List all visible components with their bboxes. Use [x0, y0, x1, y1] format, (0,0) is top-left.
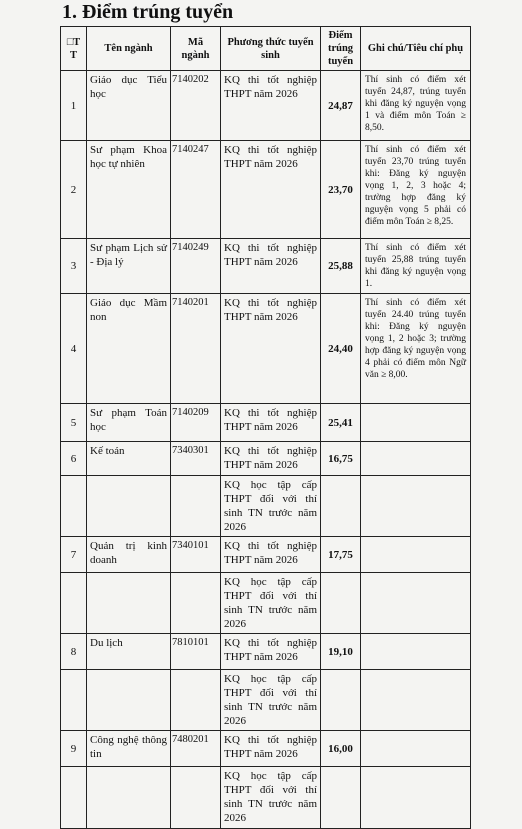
row-method: KQ thi tốt nghiệp THPT năm 2026 [221, 731, 321, 767]
row-major-code: 7480201 [171, 731, 221, 767]
row-method: KQ học tập cấp THPT đối với thí sinh TN trước năm 2026 [221, 573, 321, 634]
row-note [361, 537, 471, 573]
table-row [61, 442, 471, 476]
row-method: KQ thi tốt nghiệp THPT năm 2026 [221, 634, 321, 670]
row-method: KQ thi tốt nghiệp THPT năm 2026 [221, 294, 321, 404]
row-major-code: 7140201 [171, 294, 221, 404]
table-row [61, 573, 471, 634]
row-stt [61, 767, 87, 829]
row-stt: 6 [61, 442, 87, 476]
row-method: KQ học tập cấp THPT đối với thí sinh TN trước năm 2026 [221, 670, 321, 731]
row-major-name: Kế toán [87, 442, 171, 476]
row-major-name: Sư phạm Toán học [87, 404, 171, 442]
row-score [321, 573, 361, 634]
row-stt: 7 [61, 537, 87, 573]
row-major-name [87, 476, 171, 537]
row-stt: 2 [61, 141, 87, 239]
header-name: Tên ngành [87, 27, 171, 71]
row-major-name: Sư phạm Khoa học tự nhiên [87, 141, 171, 239]
table-header-row [61, 27, 471, 71]
row-major-code: 7140249 [171, 239, 221, 294]
row-stt [61, 476, 87, 537]
row-major-code: 7140202 [171, 71, 221, 141]
row-note: Thí sinh có điểm xét tuyển 24,87, trúng tuyển khi đăng ký nguyện vọng 1 và điểm môn Toán ≥ 8,50. [361, 71, 471, 141]
row-major-name [87, 573, 171, 634]
row-note [361, 767, 471, 829]
row-major-name: Quản trị kinh doanh [87, 537, 171, 573]
row-note [361, 573, 471, 634]
row-score [321, 670, 361, 731]
row-major-name: Giáo dục Mầm non [87, 294, 171, 404]
table-row [61, 476, 471, 537]
row-note [361, 634, 471, 670]
header-note: Ghi chú/Tiêu chí phụ [361, 27, 471, 71]
row-score: 17,75 [321, 537, 361, 573]
row-stt: 1 [61, 71, 87, 141]
table-row [61, 71, 471, 141]
row-note [361, 404, 471, 442]
row-stt: 9 [61, 731, 87, 767]
row-note [361, 476, 471, 537]
row-score [321, 767, 361, 829]
table-row [61, 537, 471, 573]
row-method: KQ thi tốt nghiệp THPT năm 2026 [221, 404, 321, 442]
row-stt: 4 [61, 294, 87, 404]
row-major-name: Du lịch [87, 634, 171, 670]
row-method: KQ thi tốt nghiệp THPT năm 2026 [221, 537, 321, 573]
row-method: KQ thi tốt nghiệp THPT năm 2026 [221, 141, 321, 239]
header-stt: □T T [61, 27, 87, 71]
row-major-code [171, 767, 221, 829]
row-major-code: 7810101 [171, 634, 221, 670]
row-score: 25,41 [321, 404, 361, 442]
table-row [61, 767, 471, 829]
row-stt: 8 [61, 634, 87, 670]
table-row [61, 731, 471, 767]
row-note [361, 731, 471, 767]
row-score: 16,75 [321, 442, 361, 476]
header-method: Phương thức tuyển sinh [221, 27, 321, 71]
row-major-name [87, 767, 171, 829]
row-major-code [171, 573, 221, 634]
row-major-name: Sư phạm Lịch sử - Địa lý [87, 239, 171, 294]
row-score [321, 476, 361, 537]
row-method: KQ học tập cấp THPT đối với thí sinh TN trước năm 2026 [221, 476, 321, 537]
row-major-code [171, 670, 221, 731]
table-row [61, 141, 471, 239]
row-note [361, 442, 471, 476]
row-score: 24,87 [321, 71, 361, 141]
admission-score-table [60, 26, 471, 829]
row-major-code: 7140209 [171, 404, 221, 442]
row-stt [61, 573, 87, 634]
row-stt: 5 [61, 404, 87, 442]
row-score: 23,70 [321, 141, 361, 239]
table-row [61, 294, 471, 404]
section-heading: 1. Điểm trúng tuyển [62, 1, 234, 23]
row-stt [61, 670, 87, 731]
row-method: KQ thi tốt nghiệp THPT năm 2026 [221, 71, 321, 141]
row-note: Thí sinh có điểm xét tuyển 23,70 trúng tuyển khi: Đăng ký nguyện vọng 1, 2, 3 hoặc 4; trường hợp đăng ký nguyện vọng 5 phải có điểm môn Toán ≥ 8,25. [361, 141, 471, 239]
row-method: KQ thi tốt nghiệp THPT năm 2026 [221, 239, 321, 294]
row-note: Thí sinh có điểm xét tuyển 24.40 trúng tuyển khi: Đăng ký nguyện vọng 1, 2 hoặc 3; trường hợp đăng ký nguyện vọng 4 phải có điểm môn Ngữ văn ≥ 8,00. [361, 294, 471, 404]
row-score: 25,88 [321, 239, 361, 294]
table-row [61, 634, 471, 670]
table-row [61, 404, 471, 442]
row-major-code: 7340301 [171, 442, 221, 476]
row-method: KQ thi tốt nghiệp THPT năm 2026 [221, 442, 321, 476]
row-major-name [87, 670, 171, 731]
row-note: Thí sinh có điểm xét tuyển 25,88 trúng tuyển khi đăng ký nguyện vọng 1. [361, 239, 471, 294]
row-stt: 3 [61, 239, 87, 294]
row-major-code [171, 476, 221, 537]
row-major-name: Công nghệ thông tin [87, 731, 171, 767]
row-score: 19,10 [321, 634, 361, 670]
row-major-code: 7140247 [171, 141, 221, 239]
table-row [61, 670, 471, 731]
header-code: Mã ngành [171, 27, 221, 71]
row-score: 24,40 [321, 294, 361, 404]
table-row [61, 239, 471, 294]
row-major-code: 7340101 [171, 537, 221, 573]
header-score: Điểm trúng tuyển [321, 27, 361, 71]
row-note [361, 670, 471, 731]
row-score: 16,00 [321, 731, 361, 767]
row-method: KQ học tập cấp THPT đối với thí sinh TN trước năm 2026 [221, 767, 321, 829]
row-major-name: Giáo dục Tiểu học [87, 71, 171, 141]
